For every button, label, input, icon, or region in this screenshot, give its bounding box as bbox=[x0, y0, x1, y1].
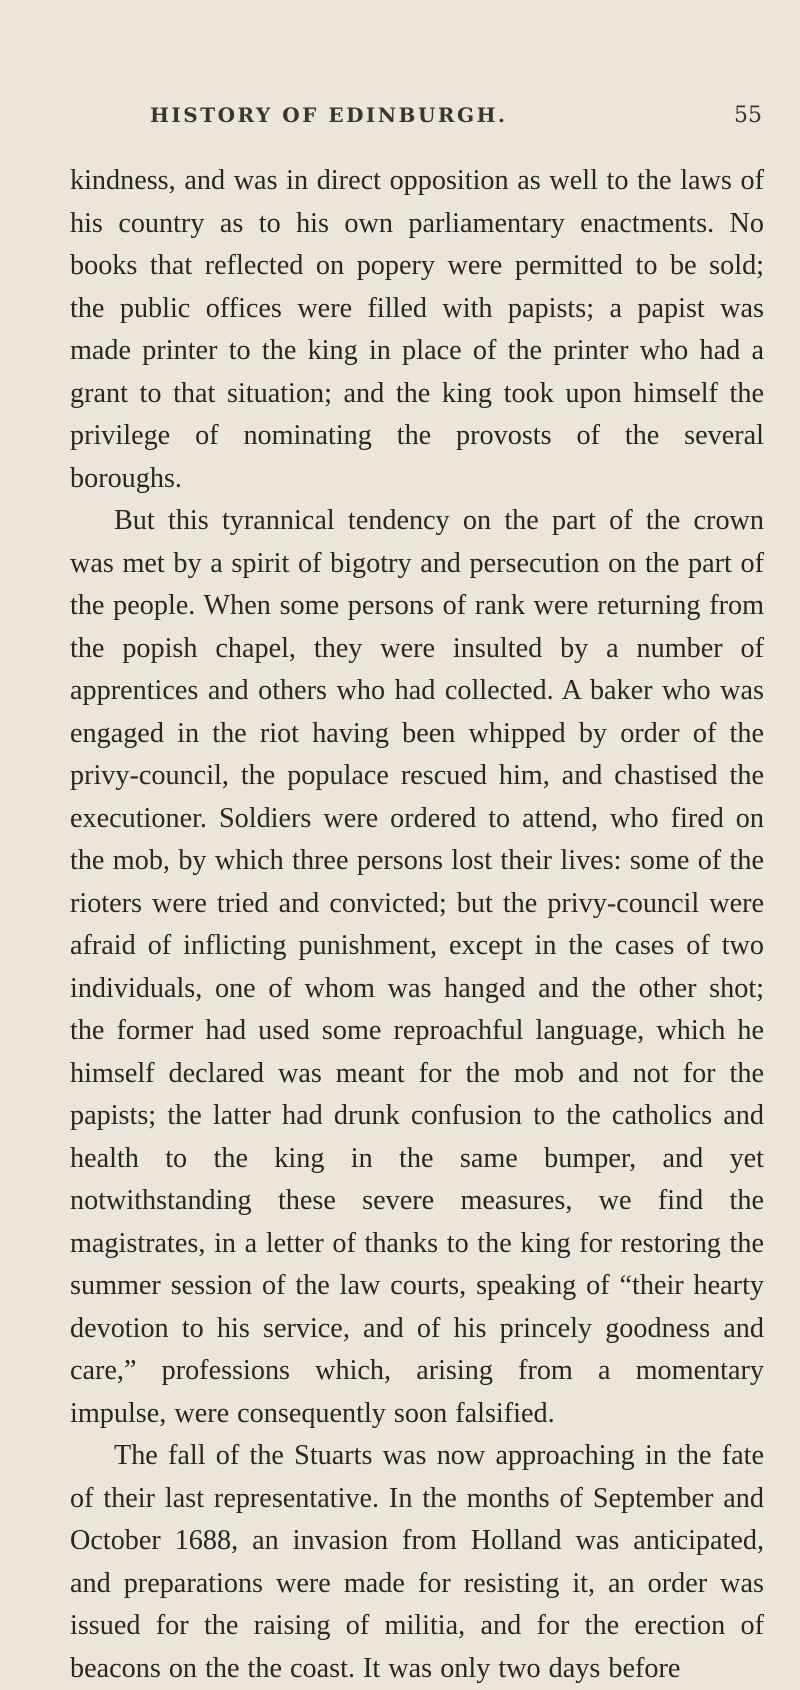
running-title: HISTORY OF EDINBURGH. bbox=[150, 103, 508, 127]
paragraph: kindness, and was in direct opposition as well to the laws of his country as to his own parliamentary enactments. No books that reflected on popery were permitted to be sold; the public offices were filled with papists; a papist was made printer to the king in place of the printer who had a grant to that situation; and the king took upon himself the privilege of nominating the provosts of the several boroughs. bbox=[70, 165, 764, 494]
paragraph: The fall of the Stuarts was now approaching in the fate of their last representative. In the months of September and October 1688, an invasion from Holland was anticipated, and preparations were made for resisting it, an order was issued for the raising of militia, and for the erection of beacons on the the coast. It was only two days before bbox=[70, 1440, 764, 1684]
body-text bbox=[70, 160, 764, 1690]
paragraph: But this tyrannical tendency on the part of the crown was met by a spirit of bigotry and persecution on the part of the people. When some persons of rank were returning from the popish chapel, they were insulted by a number of apprentices and others who had collected. A baker who was engaged in the riot having been whipped by order of the privy-council, the populace rescued him, and chastised the executioner. Soldiers were ordered to attend, who fired on the mob, by which three persons lost their lives: some of the rioters were tried and convicted; but the privy-council were afraid of inflicting punishment, except in the cases of two individuals, one of whom was hanged and the other shot; the former had used some reproachful language, which he himself declared was meant for the mob and not for the papists; the latter had drunk confusion to the catholics and health to the king in the same bumper, and yet notwithstanding these severe measures, we find the magistrates, in a letter of thanks to the king for restoring the summer session of the law courts, speaking of “their hearty devotion to his service, and of his princely goodness and care,” professions which, arising from a momentary impulse, were consequently soon falsified. bbox=[70, 505, 764, 1429]
page-number: 55 bbox=[734, 103, 762, 128]
page-header bbox=[0, 103, 800, 133]
